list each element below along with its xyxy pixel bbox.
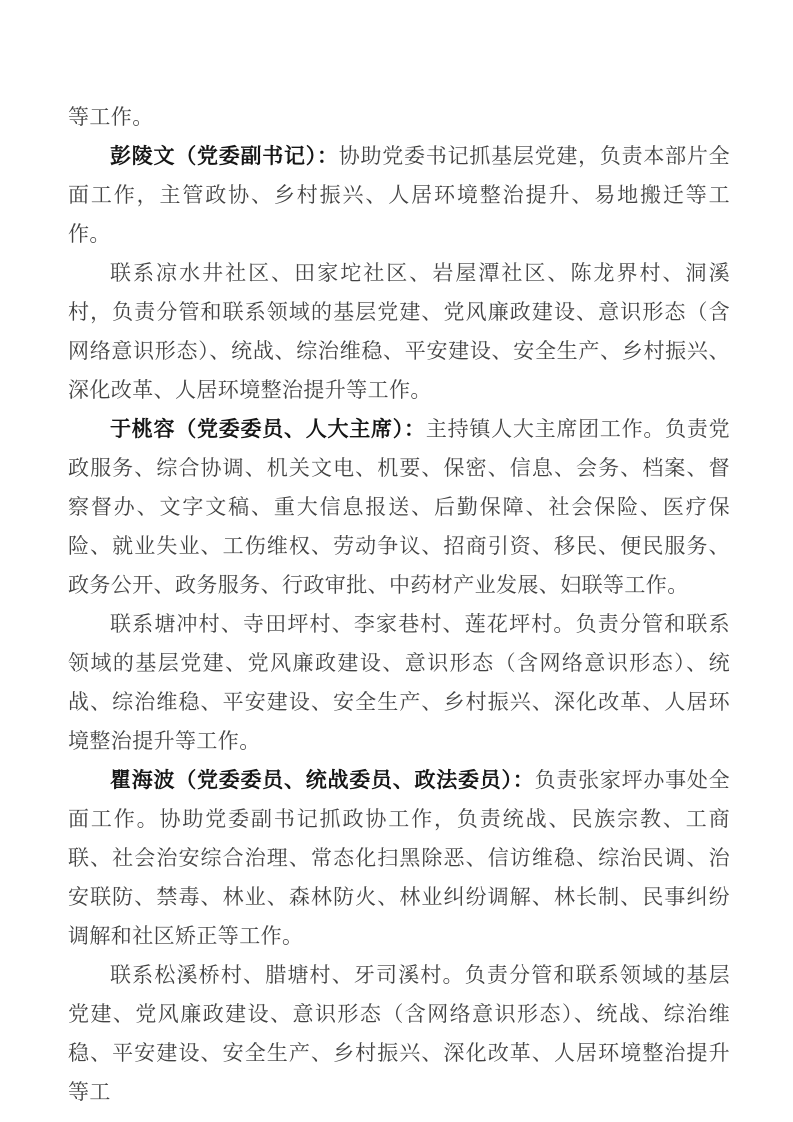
paragraph-text: 主持镇人大主席团工作。负责党政服务、综合协调、机关文电、机要、保密、信息、会务、档案、督察督办、文字文稿、重大信息报送、后勤保障、社会保险、医疗保险、就业失业、工伤维权、劳动争议、招商引资、移民、便民服务、政务公开、政务服务、行政审批、中药材产业发展、妇联等工作。 bbox=[68, 417, 731, 597]
paragraph-yu-taorong-duties bbox=[68, 410, 730, 605]
paragraph-text: 联系松溪桥村、腊塘村、牙司溪村。负责分管和联系领域的基层党建、党风廉政建设、意识形态（含网络意识形态）、统战、综治维稳、平安建设、安全生产、乡村振兴、深化改革、人居环境整治提升等工 bbox=[68, 963, 730, 1104]
paragraph-peng-lingwen-contacts bbox=[68, 254, 730, 410]
paragraph-continuation bbox=[68, 98, 730, 137]
paragraph-yu-taorong-contacts bbox=[68, 605, 730, 761]
paragraph-text: 负责张家坪办事处全面工作。协助党委副书记抓政协工作，负责统战、民族宗教、工商联、社会治安综合治理、常态化扫黑除恶、信访维稳、综治民调、治安联防、禁毒、林业、森林防火、林业纠纷调解、林长制、民事纠纷调解和社区矫正等工作。 bbox=[68, 768, 731, 948]
paragraph-qu-haibo-duties bbox=[68, 761, 730, 956]
paragraph-text: 协助党委书记抓基层党建，负责本部片全面工作，主管政协、乡村振兴、人居环境整治提升、易地搬迁等工作。 bbox=[68, 144, 731, 246]
official-name-title: 彭陵文（党委副书记）： bbox=[110, 144, 339, 168]
paragraph-peng-lingwen-duties bbox=[68, 137, 730, 254]
official-name-title: 于桃容（党委委员、人大主席）： bbox=[110, 417, 426, 441]
paragraph-qu-haibo-contacts bbox=[68, 956, 730, 1112]
paragraph-text: 联系塘冲村、寺田坪村、李家巷村、莲花坪村。负责分管和联系领域的基层党建、党风廉政建设、意识形态（含网络意识形态）、统战、综治维稳、平安建设、安全生产、乡村振兴、深化改革、人居环境整治提升等工作。 bbox=[68, 612, 730, 753]
paragraph-text: 联系凉水井社区、田家坨社区、岩屋潭社区、陈龙界村、洞溪村，负责分管和联系领域的基层党建、党风廉政建设、意识形态（含网络意识形态）、统战、综治维稳、平安建设、安全生产、乡村振兴、深化改革、人居环境整治提升等工作。 bbox=[68, 261, 730, 402]
official-name-title: 瞿海波（党委委员、统战委员、政法委员）： bbox=[110, 768, 535, 792]
paragraph-text: 等工作。 bbox=[68, 105, 154, 129]
